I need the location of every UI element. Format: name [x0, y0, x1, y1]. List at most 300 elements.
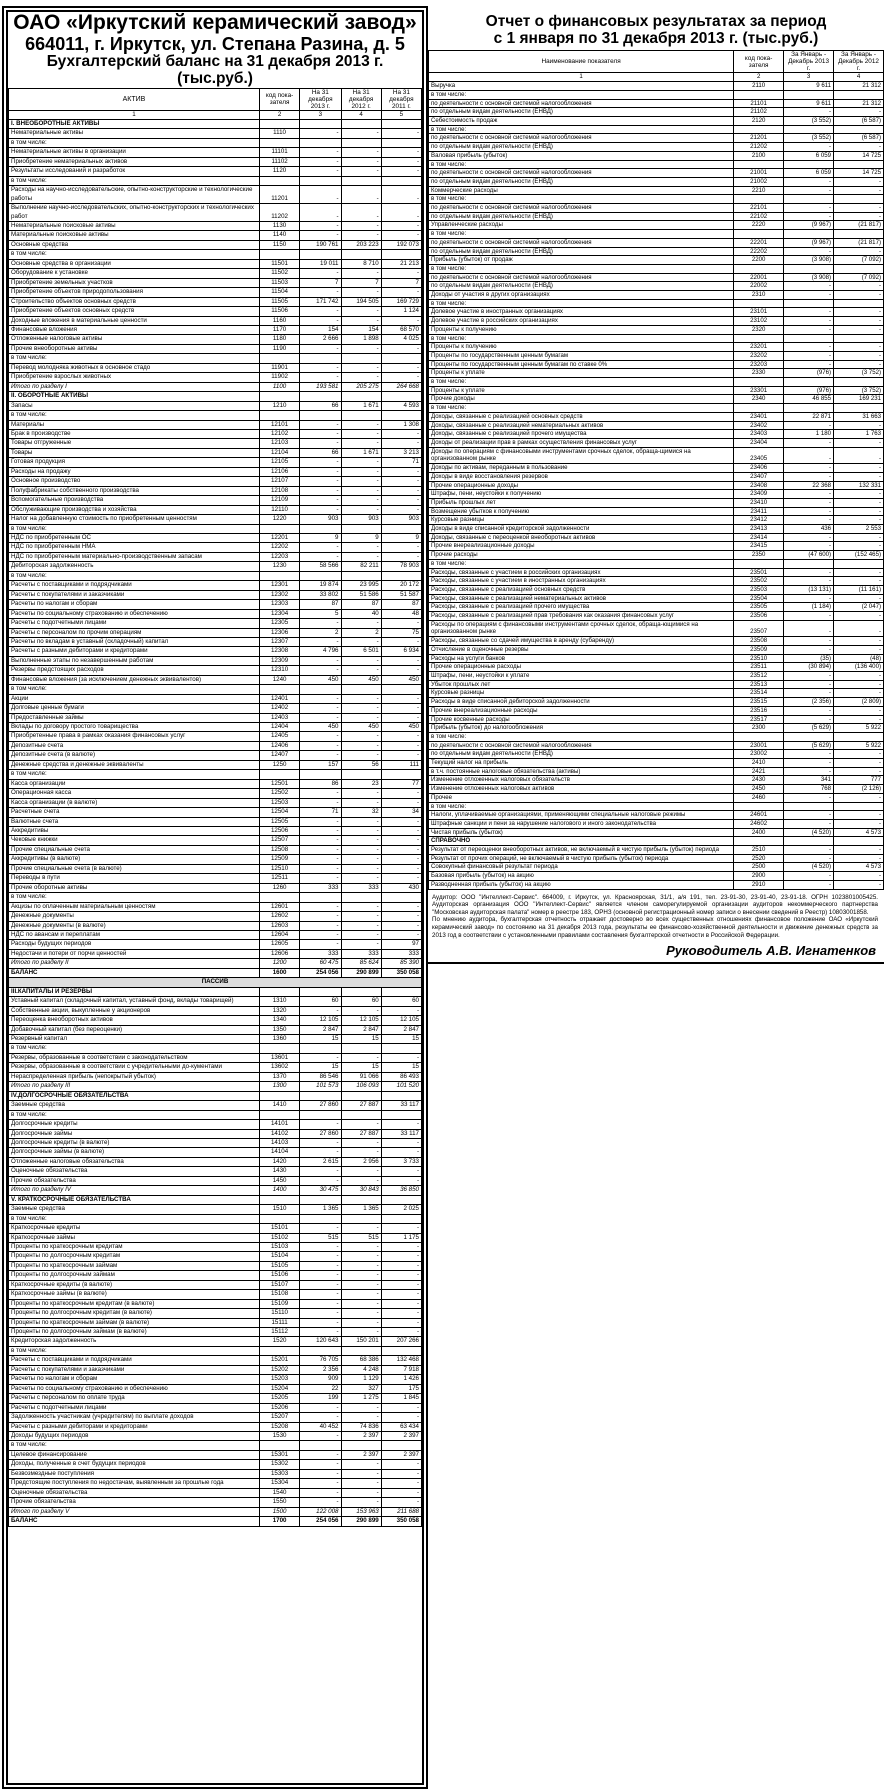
row-code: 12203 — [259, 552, 299, 561]
table-row — [9, 543, 422, 552]
value-2013: 450 — [300, 723, 341, 732]
value-2012: 2 — [341, 628, 381, 637]
value-2011: - — [381, 845, 421, 854]
idx-cell: 5 — [381, 110, 421, 119]
value-2011: - — [381, 902, 421, 911]
table-row — [9, 1176, 422, 1185]
value-2013: - — [784, 594, 834, 603]
value-2013 — [784, 299, 834, 308]
table-row — [9, 1290, 422, 1299]
row-name: в том числе: — [429, 559, 734, 568]
row-name: в том числе: — [429, 230, 734, 239]
value-2013: - — [300, 420, 341, 429]
value-2012: 32 — [341, 808, 381, 817]
value-2012: - — [341, 827, 381, 836]
value-2013: - — [784, 308, 834, 317]
col-header-code: код пока-зателя — [734, 51, 784, 73]
value-2011: - — [381, 167, 421, 176]
row-name: Товары — [9, 448, 260, 457]
value-2013: - — [300, 477, 341, 486]
row-code: 23407 — [734, 472, 784, 481]
row-name: Краткосрочные займы — [9, 1233, 260, 1242]
row-code: 12303 — [259, 600, 299, 609]
value-2013: - — [784, 819, 834, 828]
row-name: Проценты по краткосрочным кредитам (в валюте) — [9, 1299, 260, 1308]
row-code: 12404 — [259, 723, 299, 732]
value-2012: - — [834, 186, 884, 195]
row-name: в том числе: — [9, 411, 260, 420]
value-2012: 2 553 — [834, 525, 884, 534]
row-code: 1400 — [259, 1186, 299, 1195]
value-2013: - — [300, 1309, 341, 1318]
row-code: 11201 — [259, 186, 299, 204]
value-2012: (21 817) — [834, 221, 884, 230]
row-code: 2210 — [734, 186, 784, 195]
row-name: Проценты к уплате — [429, 369, 734, 378]
table-row — [429, 412, 884, 421]
table-row — [9, 259, 422, 268]
table-row — [429, 247, 884, 256]
row-code — [734, 378, 784, 387]
signer: Руководитель А.В. Игнатенков — [666, 943, 876, 959]
col-header-2013: На 31 декабря 2013 г. — [300, 88, 341, 110]
table-row — [9, 1072, 422, 1081]
financial-results-panel — [428, 10, 884, 1020]
value-2013: - — [784, 846, 834, 855]
table-row — [429, 256, 884, 265]
row-name: Расходы, связанные с реализацией прочего имущества — [429, 603, 734, 612]
row-name: Расходы, связанные с реализацией прав требования как оказания финансовых услуг — [429, 612, 734, 621]
value-2013: - — [300, 619, 341, 628]
value-2011: - — [381, 1318, 421, 1327]
value-2013: - — [300, 1299, 341, 1308]
value-2012: 5 922 — [834, 741, 884, 750]
value-2013: - — [300, 1328, 341, 1337]
value-2012: 1 898 — [341, 335, 381, 344]
table-row — [9, 921, 422, 930]
table-row — [9, 808, 422, 817]
value-2012: - — [341, 186, 381, 204]
row-code: 23403 — [734, 430, 784, 439]
table-row — [9, 1148, 422, 1157]
value-2012: 290 899 — [341, 968, 381, 977]
row-code: 11501 — [259, 259, 299, 268]
row-name: Результаты исследований и разработок — [9, 167, 260, 176]
row-code: 1260 — [259, 883, 299, 892]
value-2012: - — [341, 1413, 381, 1422]
table-row — [429, 551, 884, 560]
value-2011: - — [381, 1498, 421, 1507]
table-row — [9, 751, 422, 760]
value-2012: - — [341, 1271, 381, 1280]
value-2012: - — [341, 129, 381, 138]
row-code: 23507 — [734, 620, 784, 636]
row-code: 22201 — [734, 238, 784, 247]
row-name: Базовая прибыль (убыток) на акцию — [429, 872, 734, 881]
row-name: Товары отгруженные — [9, 439, 260, 448]
value-2012: - — [341, 1053, 381, 1062]
table-row — [9, 1365, 422, 1374]
value-2013: - — [784, 282, 834, 291]
table-row — [429, 325, 884, 334]
value-2013: 76 705 — [300, 1356, 341, 1365]
value-2013: - — [300, 1432, 341, 1441]
row-name: Проценты к получению — [429, 325, 734, 334]
row-name: Расходы, связанные с реализацией нематериальных активов — [429, 594, 734, 603]
table-row — [9, 798, 422, 807]
row-name: Изменение отложенных налоговых обязательств — [429, 776, 734, 785]
right-decor-frame — [426, 962, 884, 1782]
value-2013: 66 — [300, 448, 341, 457]
value-2012: - — [834, 612, 884, 621]
row-name: Прочие обязательства — [9, 1498, 260, 1507]
row-name: Результат от переоценки внеоборотных активов, не включаемый в чистую прибыль (убыток) периода — [429, 846, 734, 855]
value-2011 — [381, 1091, 421, 1100]
row-code: 12101 — [259, 420, 299, 429]
row-code: 23203 — [734, 360, 784, 369]
value-2013 — [300, 571, 341, 580]
row-code — [734, 334, 784, 343]
row-name: Перевод молодняка животных в основное стадо — [9, 363, 260, 372]
value-2011: 1 426 — [381, 1375, 421, 1384]
value-2012: - — [341, 269, 381, 278]
value-2013: 6 059 — [784, 169, 834, 178]
value-2013: - — [300, 921, 341, 930]
value-2012: - — [341, 931, 381, 940]
idx-cell: 3 — [300, 110, 341, 119]
table-row — [429, 689, 884, 698]
row-code: 12510 — [259, 864, 299, 873]
value-2013: (4 520) — [784, 863, 834, 872]
value-2013: - — [784, 689, 834, 698]
value-2011 — [381, 392, 421, 401]
table-row — [429, 195, 884, 204]
value-2011: - — [381, 439, 421, 448]
value-2012 — [834, 125, 884, 134]
value-2012: - — [341, 204, 381, 222]
value-2013: - — [300, 486, 341, 495]
value-2012: - — [341, 921, 381, 930]
row-code — [734, 90, 784, 99]
value-2013: - — [784, 680, 834, 689]
row-code: 15201 — [259, 1356, 299, 1365]
value-2012: (3 752) — [834, 369, 884, 378]
value-2013: - — [784, 360, 834, 369]
row-name: в том числе: — [429, 732, 734, 741]
value-2012: - — [341, 1224, 381, 1233]
table-row — [429, 447, 884, 463]
row-name: по деятельности с основной системой налогообложения — [429, 204, 734, 213]
value-2011: - — [381, 912, 421, 921]
value-2013: (3 552) — [784, 116, 834, 125]
row-code: 22202 — [734, 247, 784, 256]
row-name: Резервы, образованные в соответствии с учредительными до-кументами — [9, 1063, 260, 1072]
value-2012: - — [341, 467, 381, 476]
value-2012: - — [834, 819, 884, 828]
row-name: БАЛАНС — [9, 968, 260, 977]
table-row — [9, 1384, 422, 1393]
value-2011 — [381, 770, 421, 779]
value-2013: - — [300, 1138, 341, 1147]
row-code: 12308 — [259, 647, 299, 656]
balance-header-row — [9, 88, 422, 110]
row-code — [259, 893, 299, 902]
value-2013: - — [784, 577, 834, 586]
value-2013: 1 180 — [784, 430, 834, 439]
table-row — [9, 1091, 422, 1100]
table-row — [9, 167, 422, 176]
row-name: Денежные документы — [9, 912, 260, 921]
row-name: Материальные поисковые активы — [9, 231, 260, 240]
row-name: Выручка — [429, 82, 734, 91]
value-2011: 87 — [381, 600, 421, 609]
value-2012 — [341, 1214, 381, 1223]
table-row — [9, 647, 422, 656]
value-2012: 4 573 — [834, 828, 884, 837]
value-2013: 4 796 — [300, 647, 341, 656]
value-2012 — [341, 987, 381, 996]
value-2012 — [834, 195, 884, 204]
table-row — [429, 421, 884, 430]
value-2011: 450 — [381, 675, 421, 684]
value-2012: 31 663 — [834, 412, 884, 421]
table-row — [9, 628, 422, 637]
value-2013: - — [300, 1242, 341, 1251]
value-2011: - — [381, 363, 421, 372]
row-name: Доходы, полученные в счет будущих периодов — [9, 1460, 260, 1469]
table-row — [429, 533, 884, 542]
row-name: по деятельности с основной системой налогообложения — [429, 741, 734, 750]
row-name: Расходы в виде списанной дебиторской задолженности — [429, 698, 734, 707]
value-2013: - — [300, 148, 341, 157]
table-row — [9, 741, 422, 750]
table-row — [429, 498, 884, 507]
row-code: 1310 — [259, 997, 299, 1006]
table-row — [429, 759, 884, 768]
row-code: 12605 — [259, 940, 299, 949]
table-row — [9, 789, 422, 798]
value-2012 — [834, 299, 884, 308]
row-code: 1240 — [259, 675, 299, 684]
value-2011: 97 — [381, 940, 421, 949]
table-row — [9, 240, 422, 249]
row-code: 23406 — [734, 464, 784, 473]
row-name: Краткосрочные кредиты (в валюте) — [9, 1280, 260, 1289]
row-name: в том числе: — [9, 1214, 260, 1223]
table-row — [429, 620, 884, 636]
value-2013 — [300, 987, 341, 996]
value-2011: - — [381, 1328, 421, 1337]
value-2013 — [784, 404, 834, 413]
table-row — [9, 524, 422, 533]
row-code: 23413 — [734, 525, 784, 534]
value-2011 — [381, 1195, 421, 1204]
row-code: 1600 — [259, 968, 299, 977]
value-2012: - — [341, 1148, 381, 1157]
value-2013: 190 761 — [300, 240, 341, 249]
value-2013: (4 520) — [784, 828, 834, 837]
table-row — [9, 656, 422, 665]
row-code: 12302 — [259, 590, 299, 599]
value-2013: 120 643 — [300, 1337, 341, 1346]
table-row — [429, 559, 884, 568]
table-row — [429, 750, 884, 759]
row-name: Валютные счета — [9, 817, 260, 826]
value-2011: 86 493 — [381, 1072, 421, 1081]
table-row — [9, 694, 422, 703]
row-name: в том числе: — [429, 334, 734, 343]
value-2013: - — [300, 817, 341, 826]
value-2013 — [300, 524, 341, 533]
value-2013: - — [300, 902, 341, 911]
value-2013: 333 — [300, 949, 341, 958]
value-2013: - — [784, 186, 834, 195]
value-2013: (3 908) — [784, 273, 834, 282]
table-row — [9, 562, 422, 571]
row-code: 14101 — [259, 1120, 299, 1129]
value-2012: - — [341, 505, 381, 514]
row-name: Выполненные этапы по незавершенным работам — [9, 656, 260, 665]
row-name: Прочие расходы — [429, 551, 734, 560]
row-name: Отложенные налоговые активы — [9, 335, 260, 344]
row-name: Материалы — [9, 420, 260, 429]
row-name: III.КАПИТАЛЫ И РЕЗЕРВЫ — [9, 987, 260, 996]
value-2011: - — [381, 1488, 421, 1497]
value-2013: (30 894) — [784, 663, 834, 672]
value-2011: - — [381, 204, 421, 222]
row-code: 12508 — [259, 845, 299, 854]
value-2011: 63 434 — [381, 1422, 421, 1431]
value-2013: - — [300, 1120, 341, 1129]
value-2012: - — [341, 1290, 381, 1299]
value-2013: - — [300, 798, 341, 807]
value-2012: 21 312 — [834, 99, 884, 108]
table-row — [9, 779, 422, 788]
row-code: 23503 — [734, 585, 784, 594]
row-name: Прочие специальные счета (в валюте) — [9, 864, 260, 873]
value-2013: (47 600) — [784, 551, 834, 560]
value-2012: 169 231 — [834, 395, 884, 404]
value-2013: - — [300, 827, 341, 836]
value-2012: - — [834, 343, 884, 352]
row-code — [259, 524, 299, 533]
table-row — [9, 1006, 422, 1015]
value-2013: - — [300, 439, 341, 448]
value-2012: - — [341, 1176, 381, 1185]
row-name: НДС по приобретенным ОС — [9, 533, 260, 542]
table-row — [9, 817, 422, 826]
value-2013: (976) — [784, 386, 834, 395]
row-name: в том числе: — [429, 378, 734, 387]
value-2011: 2 025 — [381, 1205, 421, 1214]
value-2011: - — [381, 477, 421, 486]
value-2011: 48 — [381, 609, 421, 618]
row-code: 15106 — [259, 1271, 299, 1280]
table-row — [9, 129, 422, 138]
value-2013: - — [300, 637, 341, 646]
value-2011: - — [381, 741, 421, 750]
row-name: Расходы на продажу — [9, 467, 260, 476]
row-name: I. ВНЕОБОРОТНЫЕ АКТИВЫ — [9, 120, 260, 129]
value-2013: 341 — [784, 776, 834, 785]
table-row — [429, 264, 884, 273]
table-row — [429, 116, 884, 125]
table-row — [9, 1346, 422, 1355]
value-2011: - — [381, 486, 421, 495]
value-2011: - — [381, 1176, 421, 1185]
row-name: Прочие операционные расходы — [429, 663, 734, 672]
table-row — [429, 360, 884, 369]
table-row — [9, 1053, 422, 1062]
table-row — [429, 430, 884, 439]
value-2013 — [300, 1195, 341, 1204]
value-2012: - — [341, 1469, 381, 1478]
value-2012: - — [341, 1120, 381, 1129]
row-code: 15112 — [259, 1328, 299, 1337]
value-2012: - — [834, 671, 884, 680]
row-code: 11502 — [259, 269, 299, 278]
value-2012: - — [341, 637, 381, 646]
table-row — [9, 1214, 422, 1223]
row-code: 1510 — [259, 1205, 299, 1214]
value-2012: (152 465) — [834, 551, 884, 560]
table-row — [429, 793, 884, 802]
row-name: Проценты по краткосрочным займам — [9, 1261, 260, 1270]
row-code — [259, 392, 299, 401]
table-row — [429, 594, 884, 603]
table-row — [429, 308, 884, 317]
row-code — [259, 1441, 299, 1450]
value-2011: 2 397 — [381, 1432, 421, 1441]
value-2012: 1 671 — [341, 448, 381, 457]
value-2013: 86 546 — [300, 1072, 341, 1081]
row-code: 15203 — [259, 1375, 299, 1384]
value-2012: 8 710 — [341, 259, 381, 268]
row-code: 21001 — [734, 169, 784, 178]
value-2012 — [341, 1441, 381, 1450]
value-2013: 2 — [300, 628, 341, 637]
row-code: 12603 — [259, 921, 299, 930]
table-row — [9, 1205, 422, 1214]
row-code — [259, 138, 299, 147]
value-2011: - — [381, 186, 421, 204]
row-code: 1230 — [259, 562, 299, 571]
value-2011: - — [381, 1053, 421, 1062]
value-2011: 430 — [381, 883, 421, 892]
row-name: Проценты к уплате — [429, 386, 734, 395]
row-name: в том числе: — [9, 685, 260, 694]
row-name: Расходы, связанные с реализацией основных средств — [429, 585, 734, 594]
row-code: 12405 — [259, 732, 299, 741]
row-code: 15204 — [259, 1384, 299, 1393]
row-name: Итого по разделу IV — [9, 1186, 260, 1195]
value-2012: - — [341, 656, 381, 665]
value-2013: 33 802 — [300, 590, 341, 599]
table-row — [9, 590, 422, 599]
row-code: 23510 — [734, 654, 784, 663]
table-row — [9, 222, 422, 231]
table-row — [9, 959, 422, 968]
row-code: 23409 — [734, 490, 784, 499]
value-2013: - — [784, 421, 834, 430]
row-code: 23515 — [734, 698, 784, 707]
row-code: 1250 — [259, 760, 299, 769]
value-2012: - — [341, 157, 381, 166]
row-name: Проценты по долгосрочным займам (в валюте) — [9, 1328, 260, 1337]
value-2012: 14 725 — [834, 169, 884, 178]
value-2012: - — [834, 759, 884, 768]
table-row — [9, 949, 422, 958]
